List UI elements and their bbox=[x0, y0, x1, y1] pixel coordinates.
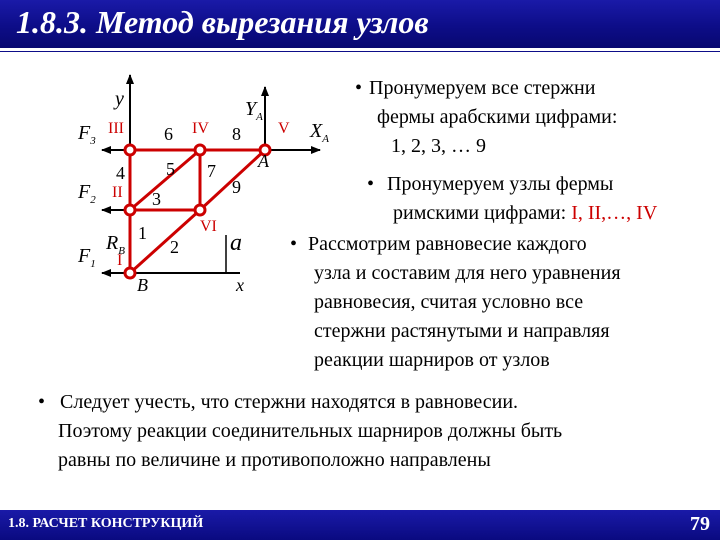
node-label-VI: VI bbox=[200, 218, 217, 235]
bar-label-5: 5 bbox=[166, 159, 175, 179]
f2-label: $F_2$ bbox=[78, 181, 96, 206]
node-III bbox=[125, 145, 135, 155]
roman-range: I, II,…, IV bbox=[571, 202, 658, 224]
point-label-B: B bbox=[137, 275, 148, 295]
node-label-V: V bbox=[278, 120, 290, 137]
bullet-line: равновесия, считая условно все bbox=[314, 291, 584, 313]
bullet-number-bars bbox=[355, 74, 617, 161]
header-divider-shadow bbox=[0, 51, 720, 52]
page-number: 79 bbox=[690, 513, 710, 535]
bullet-note bbox=[38, 388, 562, 475]
node-label-IV: IV bbox=[192, 120, 209, 137]
node-label-III: III bbox=[108, 120, 124, 137]
bullet-line: равны по величине и противоположно направлены bbox=[58, 449, 491, 471]
bullet-line: Рассмотрим равновесие каждого bbox=[308, 233, 587, 255]
bullet-line: Следует учесть, что стержни находятся в равновесии. bbox=[60, 391, 519, 413]
node-IV bbox=[195, 145, 205, 155]
x-axis-label: x bbox=[236, 275, 244, 295]
bar-label-6: 6 bbox=[164, 124, 173, 144]
f1-label: $F_1$ bbox=[78, 245, 96, 270]
y-axis-label: y bbox=[115, 88, 124, 110]
bullet-line: узла и составим для него уравнения bbox=[314, 262, 621, 284]
node-VI bbox=[195, 205, 205, 215]
bar-label-2: 2 bbox=[170, 237, 179, 257]
bullet-line: Пронумеруем все стержни bbox=[369, 77, 596, 99]
ya-label: $Y_A$ bbox=[245, 98, 263, 123]
bar-label-3: 3 bbox=[152, 189, 161, 209]
bullet-line: реакции шарниров от узлов bbox=[314, 349, 550, 371]
bar-label-7: 7 bbox=[207, 161, 216, 181]
footer-section-label: 1.8. РАСЧЕТ КОНСТРУКЦИЙ bbox=[8, 516, 204, 531]
bullet-dot: • bbox=[367, 173, 375, 195]
bullet-line: 1, 2, 3, … 9 bbox=[391, 135, 486, 157]
dimension-label-a: a bbox=[230, 230, 242, 256]
f3-label: $F_3$ bbox=[78, 122, 96, 147]
node-II bbox=[125, 205, 135, 215]
header-bar bbox=[0, 0, 720, 48]
bullet-line: стержни растянутыми и направляя bbox=[314, 320, 610, 342]
rb-label: $R_B$ bbox=[106, 232, 125, 257]
node-label-I: I bbox=[117, 252, 123, 269]
page-title: 1.8.3. Метод вырезания узлов bbox=[16, 4, 429, 40]
bullet-dot: • bbox=[290, 233, 298, 255]
node-label-II: II bbox=[112, 184, 123, 201]
footer-bar bbox=[0, 510, 720, 540]
bullet-line: Поэтому реакции соединительных шарниров должны быть bbox=[58, 420, 563, 442]
xa-label: $X_A$ bbox=[310, 120, 329, 145]
bullet-equilibrium bbox=[290, 230, 621, 375]
point-label-A: A bbox=[258, 151, 269, 171]
bar-label-8: 8 bbox=[232, 124, 241, 144]
bar-label-1: 1 bbox=[138, 223, 147, 243]
bar-label-9: 9 bbox=[232, 177, 241, 197]
bullet-dot: • bbox=[38, 391, 46, 413]
bullet-line-roman: римскими цифрами: I, II,…, IV bbox=[393, 202, 658, 224]
bullet-number-nodes bbox=[367, 170, 657, 228]
node-I bbox=[125, 268, 135, 278]
bullet-line: фермы арабскими цифрами: bbox=[377, 106, 618, 128]
bullet-line: Пронумеруем узлы фермы bbox=[387, 173, 614, 195]
bar-5 bbox=[130, 150, 200, 210]
bullet-dot: • bbox=[355, 77, 363, 99]
bar-label-4: 4 bbox=[116, 163, 125, 183]
